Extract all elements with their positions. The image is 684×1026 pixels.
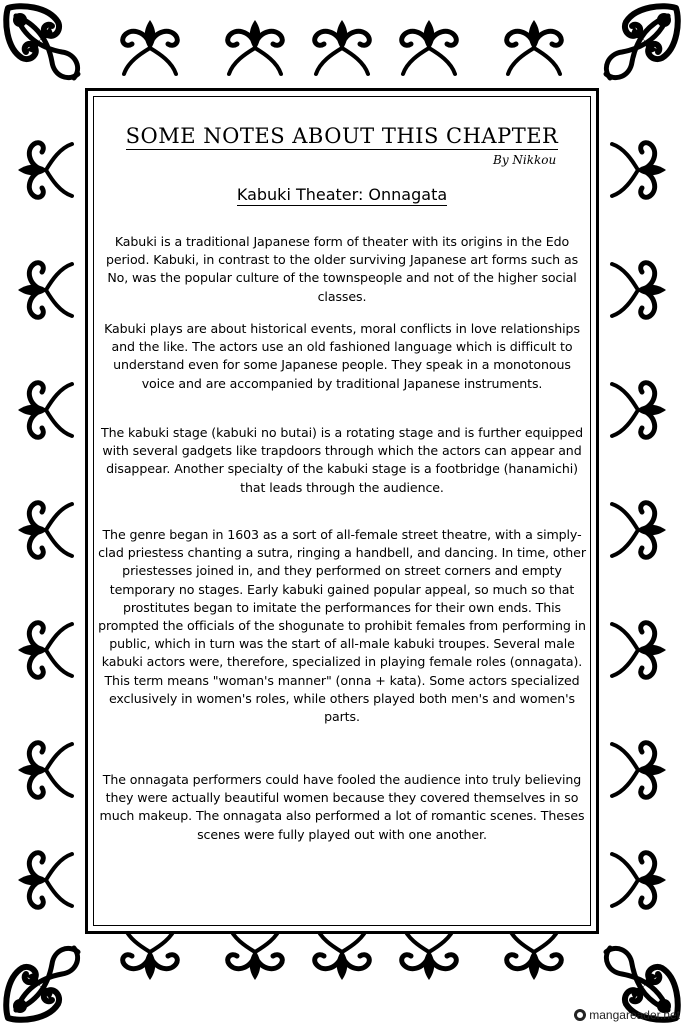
paragraph-2: Kabuki plays are about historical events, moral conflicts in love relationships and the like. The actors use an old fashioned language which is difficult to understand even for some Japanese people. They speak in a monotonous voice and are accompanied by traditional Japanese instruments. <box>104 321 580 391</box>
corner-ornament-bottom-left <box>6 948 78 1020</box>
right-fleur <box>612 263 666 318</box>
watermark-text: mangareader.net <box>589 1008 680 1022</box>
section-heading-text: Kabuki Theater: Onnagata <box>236 185 448 204</box>
left-fleur <box>18 623 72 678</box>
bottom-fleur <box>402 926 457 980</box>
paragraph-1: Kabuki is a traditional Japanese form of theater with its origins in the Edo period. Kabuki, in contrast to the older surviving Japanese art forms such as No, was the popular culture of the townspeople and not of the higher social classes. <box>105 234 579 304</box>
left-fleur <box>18 383 72 438</box>
corner-ornament-top-left <box>6 6 78 78</box>
corner-ornament-top-right <box>606 6 678 78</box>
top-fleur <box>315 20 370 74</box>
bottom-fleur <box>228 926 283 980</box>
right-fleur <box>612 853 666 908</box>
author-byline: By Nikkou <box>493 153 557 167</box>
paragraph-4: The genre began in 1603 as a sort of all-female street theatre, with a simply-clad priestess chanting a sutra, ringing a handbell, and dancing. In time, other priestesses joined in, and they performed on street corners and empty temporary no stages. Early kabuki gained popular appeal, so much so that prostitutes began to imitate the performances for their own ends. This prompted the officials of the shogunate to prohibit females from performing in public, which in turn was the start of all-male kabuki troupes. Several male kabuki actors were, therefore, specialized in playing female roles (onnagata). This term means "woman's manner" (onna + kata). Some actors specialized exclusively in women's roles, while others played both men's and women's parts. <box>98 527 586 725</box>
page-title <box>0 124 684 148</box>
top-fleur <box>123 20 178 74</box>
top-fleur <box>402 20 457 74</box>
bottom-fleur <box>507 926 562 980</box>
page-title-text: SOME NOTES ABOUT THIS CHAPTER <box>125 124 559 148</box>
left-fleur <box>18 263 72 318</box>
left-fleur <box>18 503 72 558</box>
right-fleur <box>612 623 666 678</box>
paragraph-3: The kabuki stage (kabuki no butai) is a rotating stage and is further equipped with several gadgets like trapdoors through which the actors can appear and disappear. Another specialty of the kabuki stage is a footbridge (hanamichi) that leads through the audience. <box>101 425 583 495</box>
section-heading <box>0 185 684 204</box>
left-fleur <box>18 853 72 908</box>
top-fleur <box>228 20 283 74</box>
paragraph-5: The onnagata performers could have fooled the audience into truly believing they were actually beautiful women because they covered themselves in so much makeup. The onnagata also performed a lot of romantic scenes. Theses scenes were fully played out with one another. <box>99 772 585 842</box>
right-fleur <box>612 503 666 558</box>
top-fleur <box>507 20 562 74</box>
bottom-fleur <box>123 926 178 980</box>
right-fleur <box>612 383 666 438</box>
bottom-fleur <box>315 926 370 980</box>
watermark-logo-icon <box>574 1009 586 1021</box>
right-fleur <box>612 743 666 798</box>
watermark <box>574 1008 680 1022</box>
left-fleur <box>18 743 72 798</box>
